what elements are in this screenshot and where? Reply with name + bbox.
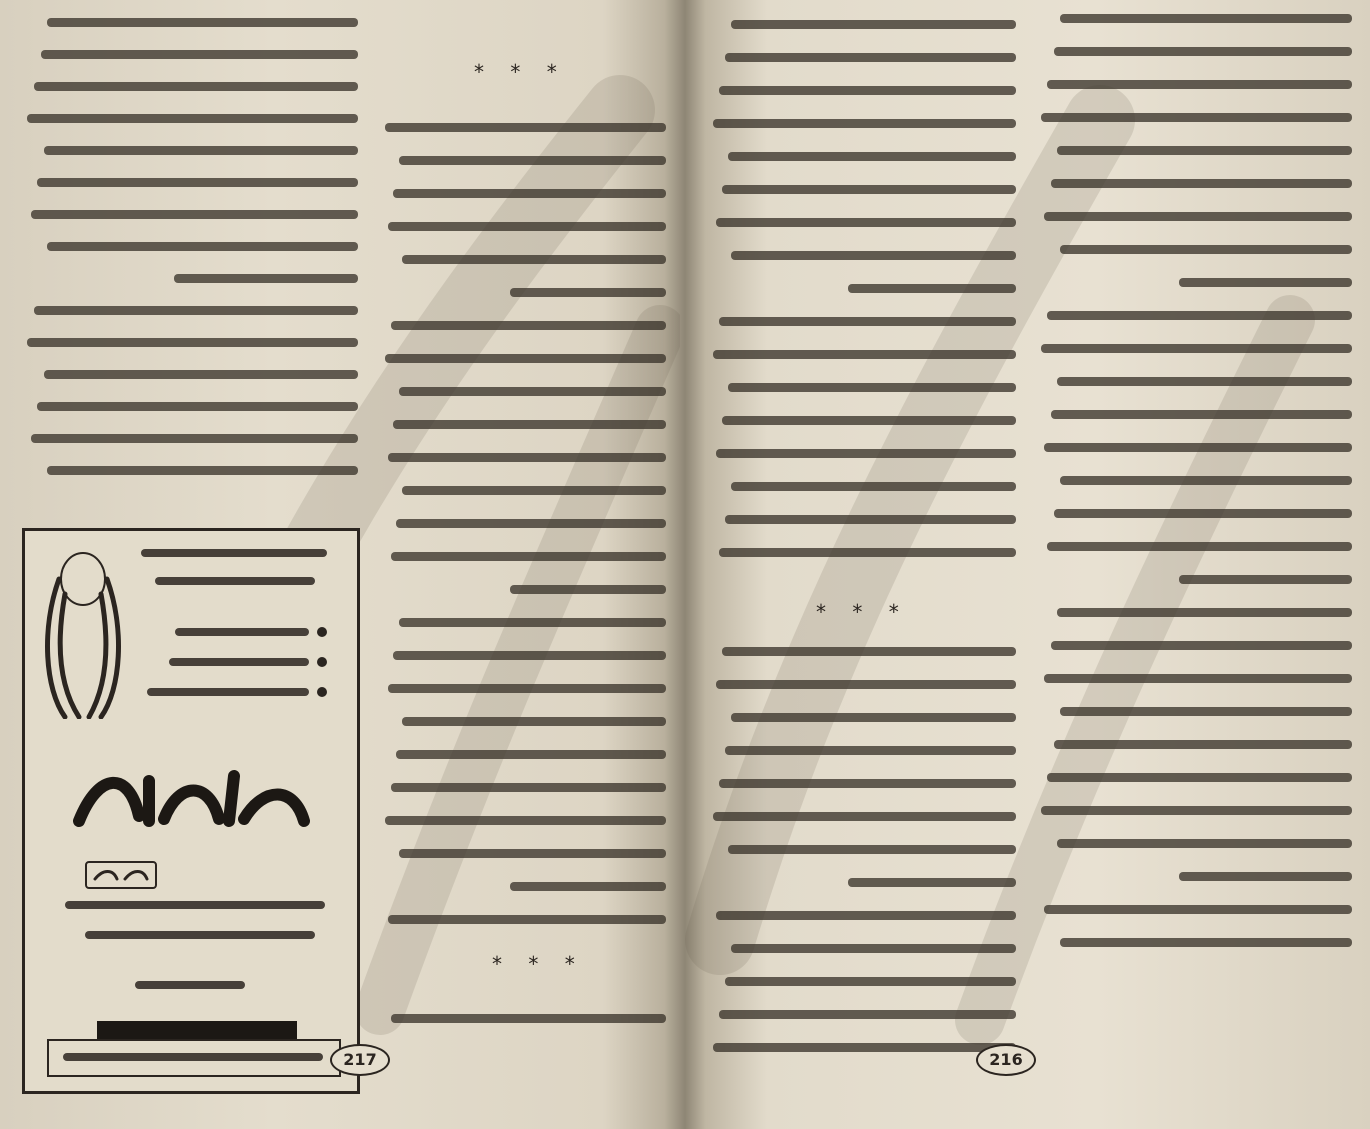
text-line (731, 482, 1016, 491)
text-line (393, 420, 666, 429)
ad-price-seal (85, 861, 157, 889)
ad-benefit-bullet (317, 687, 327, 697)
text-line (385, 816, 666, 825)
text-line (725, 746, 1016, 755)
text-line (722, 185, 1016, 194)
right-page-outer-column-text (1038, 14, 1352, 954)
text-line (399, 849, 666, 858)
text-line (402, 255, 666, 264)
text-line (716, 218, 1016, 227)
text-line (1060, 707, 1352, 716)
text-line (510, 882, 666, 891)
left-page-inner-column-text (382, 24, 666, 1034)
text-line (34, 306, 358, 315)
text-line (1060, 14, 1352, 23)
text-line (731, 251, 1016, 260)
text-line (1054, 509, 1352, 518)
text-line (1051, 641, 1352, 650)
text-line (719, 317, 1016, 326)
text-line (399, 387, 666, 396)
text-line (1041, 344, 1352, 353)
text-line (725, 515, 1016, 524)
text-line (716, 911, 1016, 920)
ad-brand-wordmark (69, 761, 313, 839)
text-line (728, 845, 1016, 854)
text-line (391, 783, 666, 792)
left-page-outer-column-text (24, 18, 358, 488)
text-line (37, 178, 358, 187)
text-line (1044, 212, 1352, 221)
text-line (725, 53, 1016, 62)
text-line (1051, 410, 1352, 419)
text-line (1041, 113, 1352, 122)
text-line (31, 434, 358, 443)
text-line (388, 222, 666, 231)
text-line (34, 82, 358, 91)
ad-usage-line (85, 931, 315, 939)
text-line (402, 486, 666, 495)
ad-product-name-line (155, 577, 315, 585)
text-line (1044, 674, 1352, 683)
text-line (731, 944, 1016, 953)
ad-benefit-bullet (317, 657, 327, 667)
text-line (402, 717, 666, 726)
text-line (47, 466, 358, 475)
ad-benefit-bullet (317, 627, 327, 637)
text-line (385, 123, 666, 132)
section-break-stars: * * * (816, 600, 909, 624)
text-line (1047, 311, 1352, 320)
text-line (728, 152, 1016, 161)
text-line (1179, 872, 1352, 881)
text-line (848, 284, 1016, 293)
ad-benefit-line (175, 628, 309, 636)
text-line (1060, 938, 1352, 947)
text-line (399, 156, 666, 165)
text-line (393, 189, 666, 198)
ad-benefit-line (147, 688, 309, 696)
section-break-stars: * * * (474, 60, 567, 84)
text-line (1054, 47, 1352, 56)
text-line (391, 552, 666, 561)
text-line (1044, 905, 1352, 914)
text-line (1054, 740, 1352, 749)
text-line (725, 977, 1016, 986)
text-line (1179, 278, 1352, 287)
text-line (510, 288, 666, 297)
text-line (388, 453, 666, 462)
text-line (1057, 377, 1352, 386)
text-line (722, 647, 1016, 656)
text-line (722, 416, 1016, 425)
text-line (1060, 245, 1352, 254)
text-line (1057, 839, 1352, 848)
text-line (1057, 146, 1352, 155)
text-line (391, 321, 666, 330)
text-line (731, 20, 1016, 29)
text-line (27, 114, 358, 123)
ad-benefit-line (169, 658, 309, 666)
text-line (510, 585, 666, 594)
right-page (680, 0, 1370, 1129)
text-line (713, 1043, 1016, 1052)
text-line (44, 370, 358, 379)
text-line (1047, 542, 1352, 551)
text-line (47, 18, 358, 27)
text-line (719, 779, 1016, 788)
text-line (388, 915, 666, 924)
ad-usage-line (65, 901, 325, 909)
text-line (716, 449, 1016, 458)
text-line (396, 750, 666, 759)
text-line (728, 383, 1016, 392)
text-line (1041, 806, 1352, 815)
text-line (47, 242, 358, 251)
ad-address-box (47, 1039, 341, 1077)
text-line (719, 86, 1016, 95)
ad-redacted-bar (97, 1021, 297, 1041)
text-line (393, 651, 666, 660)
text-line (1047, 773, 1352, 782)
text-line (1060, 476, 1352, 485)
text-line (44, 146, 358, 155)
text-line (713, 350, 1016, 359)
section-break-stars: * * * (492, 952, 585, 976)
text-line (719, 548, 1016, 557)
text-line (391, 1014, 666, 1023)
text-line (716, 680, 1016, 689)
text-line (41, 50, 358, 59)
text-line (848, 878, 1016, 887)
right-page-inner-column-text (710, 20, 1016, 1070)
text-line (1047, 80, 1352, 89)
text-line (731, 713, 1016, 722)
text-line (399, 618, 666, 627)
text-line (1051, 179, 1352, 188)
page-number-left: 217 (330, 1044, 390, 1076)
ad-slogan-line (141, 549, 327, 557)
ad-address-line (63, 1053, 323, 1061)
text-line (396, 519, 666, 528)
text-line (713, 812, 1016, 821)
text-line (388, 684, 666, 693)
text-line (174, 274, 358, 283)
hair-oil-advertisement (22, 528, 360, 1094)
text-line (1044, 443, 1352, 452)
ad-where-to-buy-label (135, 981, 245, 989)
text-line (385, 354, 666, 363)
text-line (1057, 608, 1352, 617)
page-number-right: 216 (976, 1044, 1036, 1076)
text-line (1179, 575, 1352, 584)
text-line (719, 1010, 1016, 1019)
left-page (0, 0, 680, 1129)
text-line (713, 119, 1016, 128)
woman-with-long-hair-icon (35, 539, 131, 719)
text-line (27, 338, 358, 347)
text-line (37, 402, 358, 411)
text-line (31, 210, 358, 219)
